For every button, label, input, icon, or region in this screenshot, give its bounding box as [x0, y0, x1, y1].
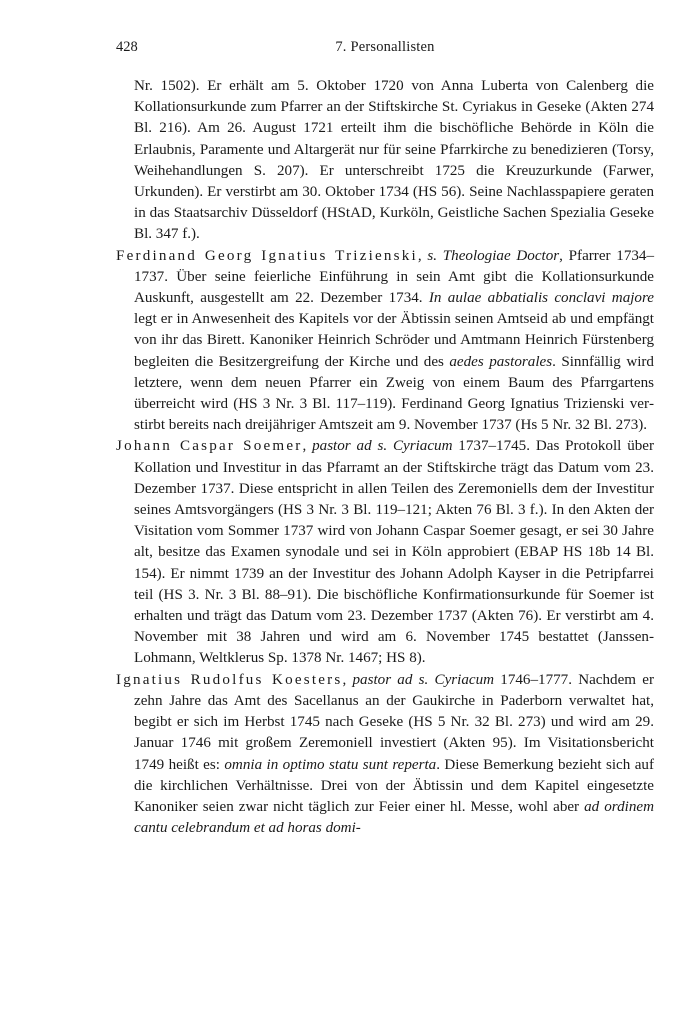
person-name: Ignatius Rudolfus Koesters [116, 671, 343, 688]
person-entry [116, 76, 654, 246]
latin-phrase: s. Theologiae Doctor [427, 247, 560, 264]
book-page [116, 38, 654, 839]
text-segment: . Diese Bemerkung bezieht sich auf die kirchlichen Verhältnisse. Drei von der Äbtissin und dem Kapitel eingesetzte Kanoniker seien zwar nicht täglich zur Feier einer hl. Messe, wohl aber [134, 756, 654, 815]
text-segment: Nr. 1502). Er erhält am 5. Oktober 1720 von Anna Luberta von Calenberg die Kollationsurkunde zum Pfarrer an der Stiftskirche St. Cyriakus in Geseke (Akten 274 Bl. 216). Am 26. August 1721 erteilt ihm die bischöfliche Behörde in Köln die Erlaubnis, Paramente und Altargerät nur für seine Pfarrkirche zu benedizieren (Torsy, Weihehandlungen S. 207). Er unterschreibt 1725 die Kreuzurkunde (Farwer, Urkunden). Er verstirbt am 30. Oktober 1734 (HS 56). Seine Nachlasspapiere geraten in das Staatsarchiv Düsseldorf (HStAD, Kurköln, Geistliche Sachen Spezialia Geseke Bl. 347 f.). [134, 78, 654, 243]
person-entry [116, 670, 654, 840]
latin-phrase: pastor ad s. Cyriacum [312, 438, 453, 455]
text-segment: , Pfarrer 1734–1737. Über seine feierliche Einführung in sein Amt gibt die Kollationsurkunde Auskunft, ausgestellt am 22. Dezember 1734. [134, 247, 655, 307]
text-segment: legt er in Anwesenheit des Kapitels vor der Äbtissin seinen Amtseid ab und empfängt von ihr das Birett. Kanoniker Heinrich Schröder und Amtmann Heinrich Fürstenberg begleiten die Besitzergreifung der Kirche und des [134, 311, 654, 370]
latin-phrase: In aulae abbatialis conclavi majore [428, 290, 654, 307]
text-segment: . Sinnfällig wird letztere, wenn dem neuen Pfarrer ein Zweig von einem Baum des Pfarrgartens überreicht wird (HS 3 Nr. 3 Bl. 117–119). Ferdinand Georg Ignatius Trizienski verstirbt bereits nach dreijähriger Amtszeit am 9. November 1737 (Hs 5 Nr. 32 Bl. 273). [134, 353, 654, 434]
person-entry [116, 436, 654, 669]
latin-phrase: omnia in optimo statu sunt reperta [224, 756, 437, 773]
latin-phrase: aedes pastorales [449, 353, 553, 370]
page-number: 428 [116, 39, 138, 55]
text-segment: , [342, 671, 353, 688]
person-name: Ferdinand Georg Ignatius Trizienski [116, 247, 418, 264]
text-segment: , [417, 247, 428, 264]
person-entry [116, 246, 654, 437]
latin-phrase: ad ordinem cantu celebrandum et ad horas domi- [134, 798, 654, 837]
person-name: Johann Caspar Soemer [116, 438, 303, 455]
latin-phrase: pastor ad s. Cyriacum [352, 671, 495, 688]
chapter-title: 7. Personallisten [335, 39, 435, 55]
text-segment: 1746–1777. Nachdem er zehn Jahre das Amt des Sacellanus an der Gaukirche in Paderborn verwaltet hat, begibt er sich im Herbst 1745 nach Geseke (HS 5 Nr. 32 Bl. 273) und wird am 29. Januar 1746 mit großem Zeremoniell investiert (Akten 95). Im Visitationsbericht 1749 heißt es: [134, 671, 655, 773]
text-segment: , [302, 438, 313, 455]
text-segment: 1737–1745. Das Protokoll über Kollation und Investitur in das Pfarramt an der Stiftskirche trägt das Datum vom 23. Dezember 1737. Diese entspricht in allen Teilen des Zeremoniells dem der Investitur seines Amtsvorgängers (HS 3 Nr. 3 Bl. 119–121; Akten 76 Bl. 3 f.). In den Akten der Visitation vom Sommer 1737 wird von Johann Caspar Soemer gesagt, er sei 30 Jahre alt, besitze das Examen synodale und sei in Köln approbiert (EBAP HS 18b 14 Bl. 154). Er nimmt 1739 an der Investitur des Johann Adolph Kayser in die Petripfarrei teil (HS 3. Nr. 3 Bl. 88–91). Die bischöfliche Konfirmationsurkunde für Soemer ist erhalten und trägt das Datum vom 23. Dezember 1737 (Akten 76). Er verstirbt am 4. November mit 38 Jahren und wird am 6. November 1745 bestattet (Janssen-Lohmann, Weltklerus Sp. 1378 Nr. 1467; HS 8). [134, 438, 655, 667]
running-head [116, 38, 654, 62]
body-text [116, 76, 654, 839]
